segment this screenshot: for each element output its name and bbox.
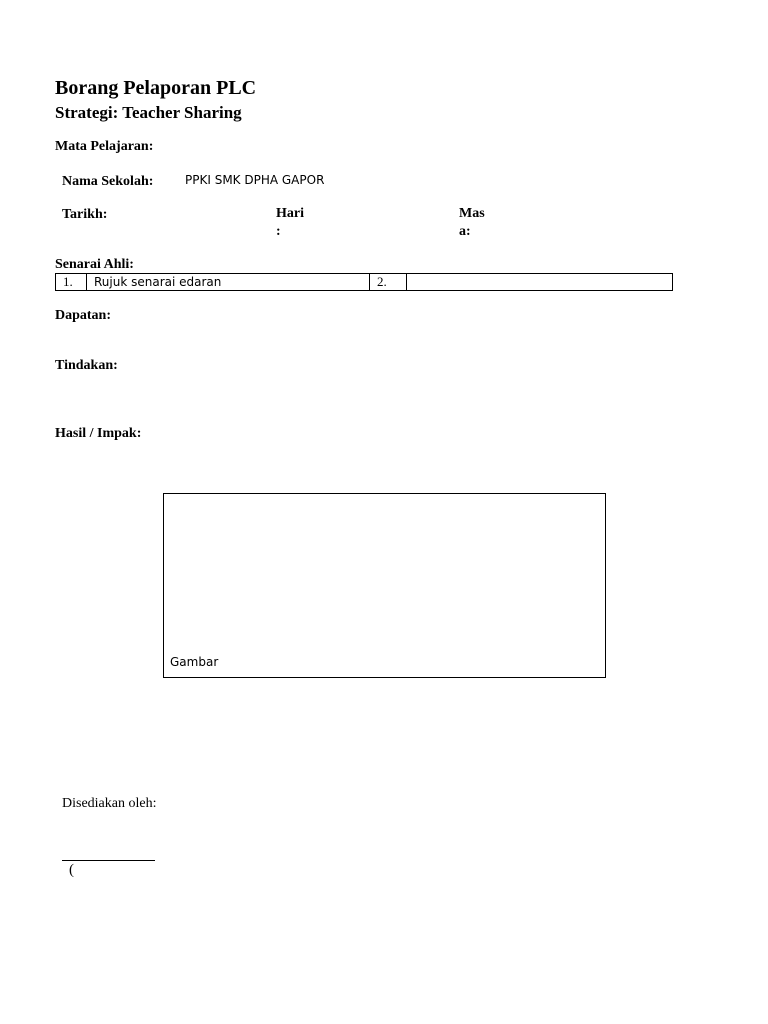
outcome-label: Hasil / Impak: [55,426,142,441]
members-table [55,273,673,291]
date-label: Tarikh: [62,207,108,222]
subject-label: Mata Pelajaran: [55,139,154,154]
members-label: Senarai Ahli: [55,257,134,272]
signature-line [62,860,155,861]
photo-label: Gambar [170,655,219,669]
time-label-line1: Mas [459,206,485,221]
member-name-2 [407,274,673,291]
member-name-1: Rujuk senarai edaran [87,274,370,291]
table-row [56,274,673,291]
member-number-1: 1. [56,274,87,291]
form-subtitle: Strategi: Teacher Sharing [55,103,242,122]
school-label: Nama Sekolah: [62,174,154,189]
school-value: PPKI SMK DPHA GAPOR [185,173,325,187]
member-number-2: 2. [370,274,407,291]
time-label-line2: a: [459,224,471,239]
time-label [459,205,485,241]
form-title: Borang Pelaporan PLC [55,77,257,99]
findings-label: Dapatan: [55,308,112,323]
day-label-line2: : [276,224,281,239]
day-label-line1: Hari [276,206,304,221]
actions-label: Tindakan: [55,358,118,373]
prepared-by-label: Disediakan oleh: [62,796,157,811]
day-label [276,205,304,241]
signature-open-paren: ( [69,862,74,878]
photo-box [163,493,606,678]
